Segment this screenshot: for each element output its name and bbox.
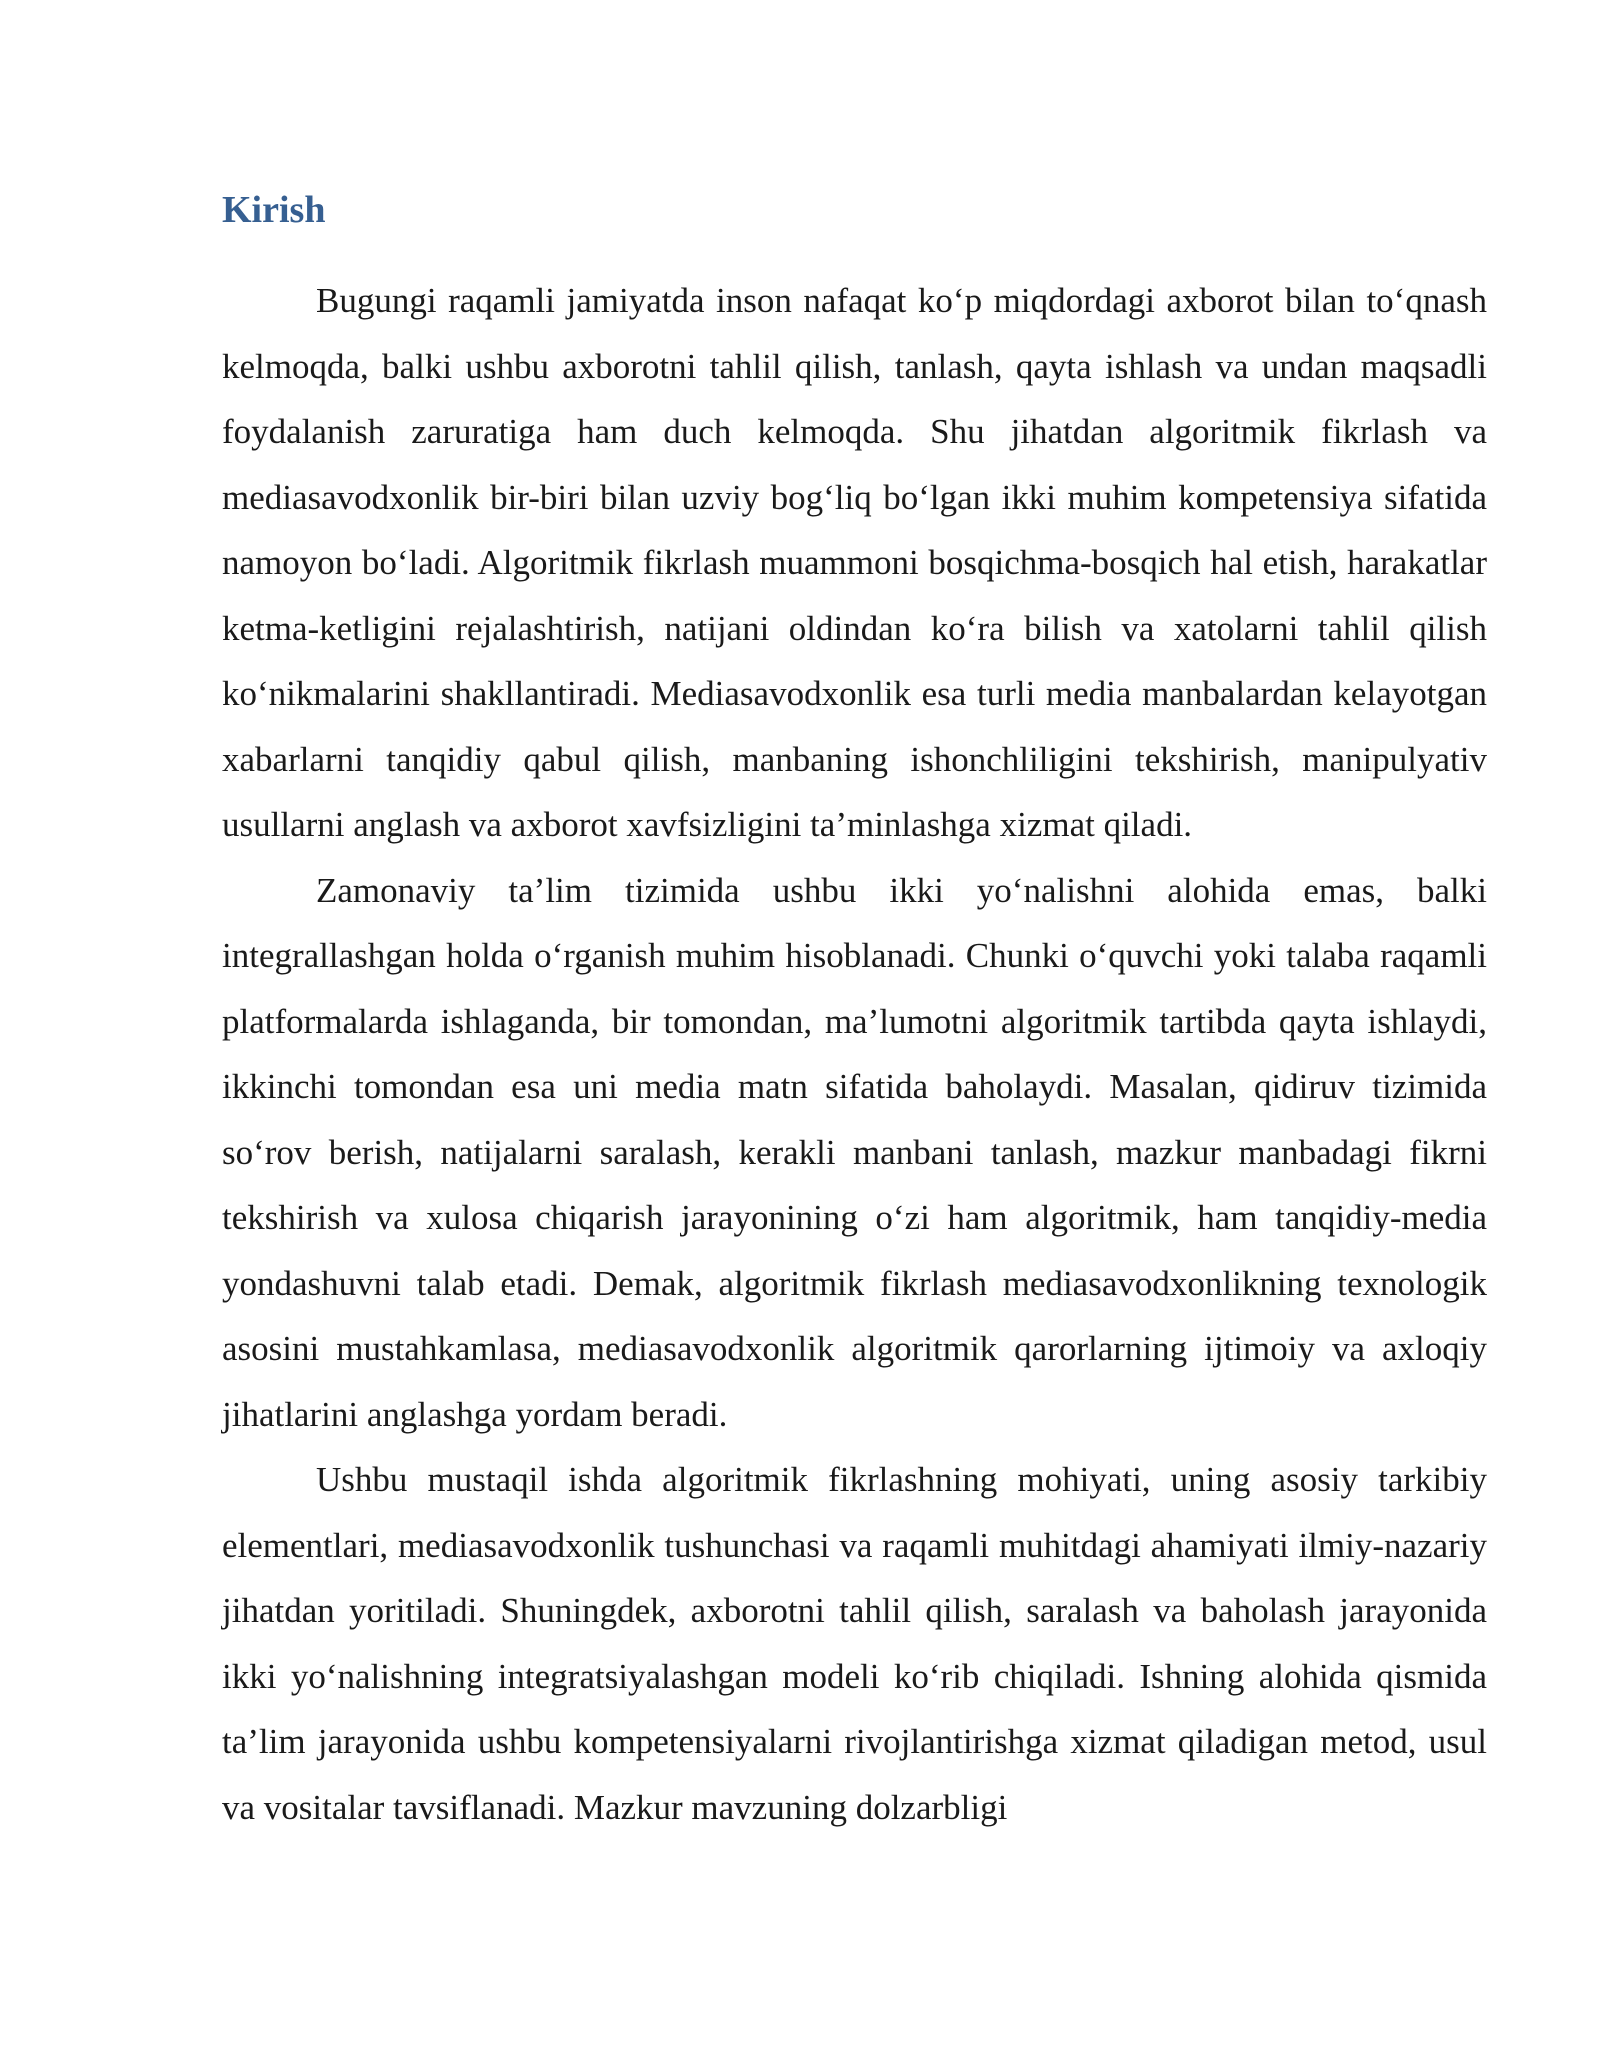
paragraph-2: Zamonaviy ta’lim tizimida ushbu ikki yo‘nalishni alohida emas, balki integrallashgan holda o‘rganish muhim hisoblanadi. Chunki o‘quvchi yoki talaba raqamli platformalarda ishlaganda, bir tomondan, ma’lumotni algoritmik tartibda qayta ishlaydi, ikkinchi tomondan esa uni media matn sifatida baholaydi. Masalan, qidiruv tizimida so‘rov berish, natijalarni saralash, kerakli manbani tanlash, mazkur manbadagi fikrni tekshirish va xulosa chiqarish jarayonining o‘zi ham algoritmik, ham tanqidiy-media yondashuvni talab etadi. Demak, algoritmik fikrlash mediasavodxonlikning texnologik asosini mustahkamlasa, mediasavodxonlik algoritmik qarorlarning ijtimoiy va axloqiy jihatlarini anglashga yordam beradi. — [222, 870, 1487, 1434]
paragraph-1: Bugungi raqamli jamiyatda inson nafaqat ko‘p miqdordagi axborot bilan to‘qnash kelmoqda, balki ushbu axborotni tahlil qilish, tanlash, qayta ishlash va undan maqsadli foydalanish zaruratiga ham duch kelmoqda. Shu jihatdan algoritmik fikrlash va mediasavodxonlik bir-biri bilan uzviy bog‘liq bo‘lgan ikki muhim kompetensiya sifatida namoyon bo‘ladi. Algoritmik fikrlash muammoni bosqichma-bosqich hal etish, harakatlar ketma-ketligini rejalashtirish, natijani oldindan ko‘ra bilish va xatolarni tahlil qilish ko‘nikmalarini shakllantiradi. Mediasavodxonlik esa turli media manbalardan kelayotgan xabarlarni tanqidiy qabul qilish, manbaning ishonchliligini tekshirish, manipulyativ usullarni anglash va axborot xavfsizligini ta’minlashga xizmat qiladi. — [222, 281, 1487, 844]
section-heading: Kirish — [222, 189, 326, 231]
paragraph-3: Ushbu mustaqil ishda algoritmik fikrlashning mohiyati, uning asosiy tarkibiy elementlari, mediasavodxonlik tushunchasi va raqamli muhitdagi ahamiyati ilmiy-nazariy jihatdan yoritiladi. Shuningdek, axborotni tahlil qilish, saralash va baholash jarayonida ikki yo‘nalishning integratsiyalashgan modeli ko‘rib chiqiladi. Ishning alohida qismida ta’lim jarayonida ushbu kompetensiyalarni rivojlantirishga xizmat qiladigan metod, usul va vositalar tavsiflanadi. Mazkur mavzuning dolzarbligi — [222, 1460, 1487, 1827]
document-body — [222, 182, 1487, 1840]
